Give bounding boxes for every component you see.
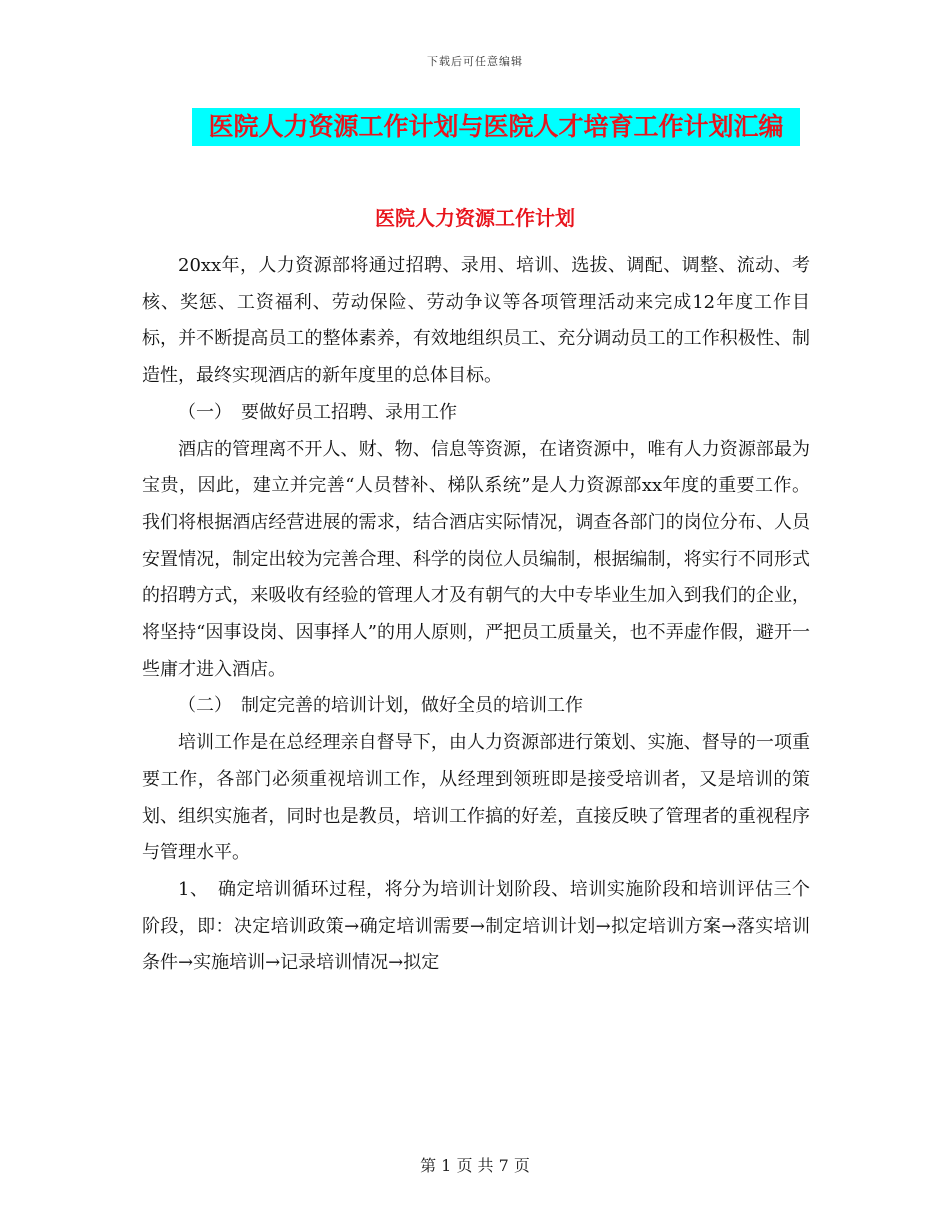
subheading-training: （二） 制定完善的培训计划，做好全员的培训工作 — [178, 695, 583, 717]
section-title: 医院人力资源工作计划 — [375, 206, 575, 230]
paragraph-intro: 20xx年，人力资源部将通过招聘、录用、培训、选拔、调配、调整、流动、考核、奖惩、工资福利、劳动保险、劳动争议等各项管理活动来完成12年度工作目标，并不断提高员工的整体素养，有效地组织员工、充分调动员工的工作积极性、制造性，最终实现酒店的新年度里的总体目标。 — [142, 255, 810, 387]
paragraph-recruitment: 酒店的管理离不开人、财、物、信息等资源，在诸资源中，唯有人力资源部最为宝贵，因此，建立并完善“人员替补、梯队系统”是人力资源部xx年度的重要工作。我们将根据酒店经营进展的需求，结合酒店实际情况，调查各部门的岗位分布、人员安置情况，制定出较为完善合理、科学的岗位人员编制，根据编制，将实行不同形式的招聘方式，来吸收有经验的管理人才及有朝气的大中专毕业生加入到我们的企业，将坚持“因事设岗、因事择人”的用人原则，严把员工质量关，也不弄虚作假，避开一些庸才进入酒店。 — [142, 438, 810, 680]
paragraph-training-cycle: 1、 确定培训循环过程，将分为培训计划阶段、培训实施阶段和培训评估三个阶段，即：决定培训政策→确定培训需要→制定培训计划→拟定培训方案→落实培训条件→实施培训→记录培训情况→拟定 — [142, 878, 810, 974]
page-header-note: 下载后可任意编辑 — [427, 55, 523, 68]
document-body — [142, 248, 810, 982]
document-title: 医院人力资源工作计划与医院人才培育工作计划汇编 — [192, 108, 800, 146]
subheading-recruitment: （一） 要做好员工招聘、录用工作 — [178, 401, 457, 423]
page-number-footer: 第 1 页 共 7 页 — [420, 1156, 530, 1175]
paragraph-training: 培训工作是在总经理亲自督导下，由人力资源部进行策划、实施、督导的一项重要工作，各部门必须重视培训工作，从经理到领班即是接受培训者，又是培训的策划、组织实施者，同时也是教员，培训工作搞的好差，直接反映了管理者的重视程序与管理水平。 — [142, 732, 810, 864]
